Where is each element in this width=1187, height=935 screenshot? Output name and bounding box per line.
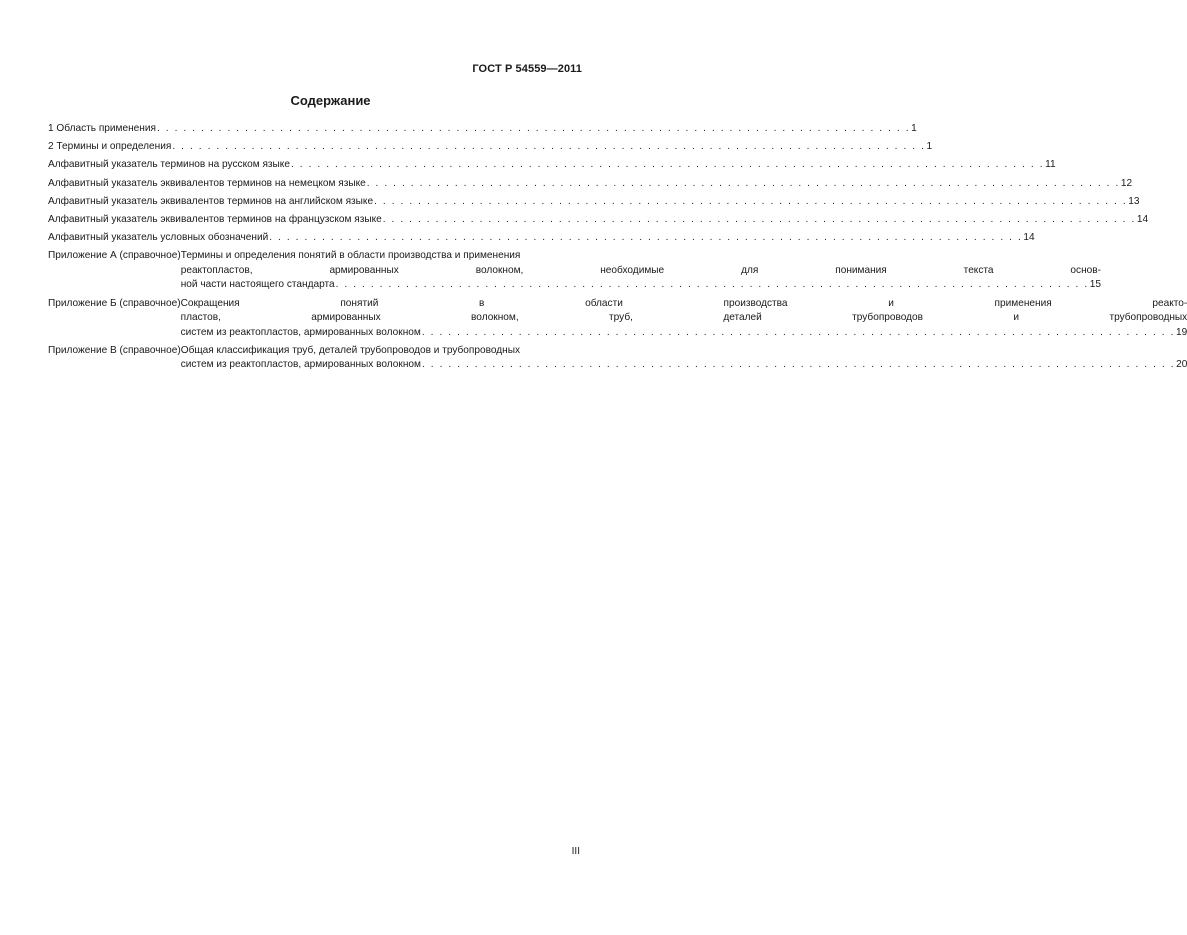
toc-entry-label: Алфавитный указатель условных обозначений (48, 232, 269, 244)
toc-entry-page: 1 (926, 141, 933, 153)
toc-entry-label: 1 Область применения (48, 123, 156, 134)
toc-entry-label: Алфавитный указатель терминов на русском языке (48, 159, 290, 171)
toc-entry-page: 14 (1136, 213, 1149, 225)
page-title: Содержание (290, 93, 371, 108)
toc-entry-page: 19 (1176, 326, 1187, 338)
appendix-title-last-line (181, 326, 1187, 341)
appendix-title-line: систем из реактопластов, армированных волокном (180, 359, 421, 371)
toc-entry-label: Алфавитный указатель эквивалентов терминов на французском языке (48, 213, 382, 225)
toc-entry-page: 20 (1176, 359, 1187, 371)
toc-entry-label: Алфавитный указатель эквивалентов терминов на немецком языке (48, 177, 366, 189)
toc-entry-index-russian[interactable] (48, 158, 1056, 173)
appendix-title-last-line (181, 278, 1101, 293)
toc-leader-dots: . . . . . . . . . . . . . . . . . . . . . . . . . . . . . . . . . . . . . . . . . . . . . . . . . . . . . . . . . . . . . . . . . . . . . . . . . . . . . . . . . . . . . . (421, 326, 1175, 338)
toc-leader-dots: . . . . . . . . . . . . . . . . . . . . . . . . . . . . . . . . . . . . . . . . . . . . . . . . . . . . . . . . . . . . . . . . . . . . . . . . . . . . . . . . . . . . . . (156, 123, 911, 134)
toc-entry-page: 1 (911, 123, 917, 134)
appendix-prefix: Приложение В (справочное) (48, 344, 181, 356)
toc-leader-dots: . . . . . . . . . . . . . . . . . . . . . . . . . . . . . . . . . . . . . . . . . . . . . . . . . . . . . . . . . . . . . . . . . . . . . . . . . . . . . . . . . . . . . . (421, 359, 1176, 371)
toc-entry-index-french[interactable] (48, 213, 1149, 228)
toc-entry-index-symbols[interactable] (48, 231, 1035, 246)
toc-entry-page: 13 (1128, 195, 1140, 207)
toc-entry-page: 15 (1089, 279, 1101, 291)
toc-leader-dots: . . . . . . . . . . . . . . . . . . . . . . . . . . . . . . . . . . . . . . . . . . . . . . . . . . . . . . . . . . . . . . . . . . . . . . . . . . . . . . . . . . . . . . (374, 195, 1128, 207)
toc-entry-scope[interactable] (48, 122, 917, 137)
appendix-title (181, 249, 1101, 293)
appendix-title-last-line (181, 358, 1187, 373)
toc-leader-dots: . . . . . . . . . . . . . . . . . . . . . . . . . . . . . . . . . . . . . . . . . . . . . . . . . . . . . . . . . . . . . . . . . . . . . . . . . . . . . . . . . . . . . . (172, 141, 926, 153)
standard-designation: ГОСТ Р 54559—2011 (472, 63, 582, 75)
toc-entry-appendix-a[interactable] (48, 249, 1101, 293)
toc-leader-dots: . . . . . . . . . . . . . . . . . . . . . . . . . . . . . . . . . . . . . . . . . . . . . . . . . . . . . . . . . . . . . . . . . . . . . . . . . . . . . . . . . . . . . . (290, 159, 1045, 171)
appendix-title (181, 344, 1187, 373)
toc-leader-dots: . . . . . . . . . . . . . . . . . . . . . . . . . . . . . . . . . . . . . . . . . . . . . . . . . . . . . . . . . . . . . . . . . . . . . . . . . . . . . . . . . . . . . . (335, 279, 1089, 291)
toc-entry-index-english[interactable] (48, 195, 1140, 210)
toc-entry-index-german[interactable] (48, 177, 1133, 192)
toc-entry-page: 11 (1045, 159, 1056, 171)
table-of-contents (48, 122, 1187, 376)
appendix-title-line: Сокращения понятий в области производства и применения реакто- (180, 297, 1187, 309)
toc-leader-dots: . . . . . . . . . . . . . . . . . . . . . . . . . . . . . . . . . . . . . . . . . . . . . . . . . . . . . . . . . . . . . . . . . . . . . . . . . . . . . . . . . . . . . . (382, 213, 1136, 225)
appendix-title-line: Общая классификация труб, деталей трубопроводов и трубопроводных (180, 344, 521, 356)
toc-leader-dots: . . . . . . . . . . . . . . . . . . . . . . . . . . . . . . . . . . . . . . . . . . . . . . . . . . . . . . . . . . . . . . . . . . . . . . . . . . . . . . . . . . . . . . (269, 232, 1023, 244)
page-number: III (571, 846, 580, 857)
appendix-title-line: пластов, армированных волокном, труб, деталей трубопроводов и трубопроводных (180, 312, 1187, 323)
toc-entry-appendix-v[interactable] (48, 344, 1187, 373)
appendix-prefix: Приложение Б (справочное) (48, 297, 181, 309)
toc-entry-terms[interactable] (48, 140, 933, 155)
toc-entry-page: 12 (1120, 177, 1133, 189)
appendix-title (181, 297, 1187, 341)
appendix-title-line: ной части настоящего стандарта (180, 279, 335, 291)
toc-entry-label: 2 Термины и определения (48, 141, 172, 153)
appendix-title-line: систем из реактопластов, армированных волокном (180, 326, 421, 338)
appendix-title-line: реактопластов, армированных волокном, необходимые для понимания текста основ- (180, 264, 1101, 276)
toc-entry-appendix-b[interactable] (48, 297, 1187, 341)
toc-entry-page: 14 (1023, 232, 1035, 244)
toc-leader-dots: . . . . . . . . . . . . . . . . . . . . . . . . . . . . . . . . . . . . . . . . . . . . . . . . . . . . . . . . . . . . . . . . . . . . . . . . . . . . . . . . . . . . . . (366, 177, 1120, 189)
appendix-title-line: Термины и определения понятий в области производства и применения (180, 250, 521, 262)
appendix-prefix: Приложение А (справочное) (48, 250, 181, 262)
toc-entry-label: Алфавитный указатель эквивалентов терминов на английском языке (48, 195, 374, 207)
